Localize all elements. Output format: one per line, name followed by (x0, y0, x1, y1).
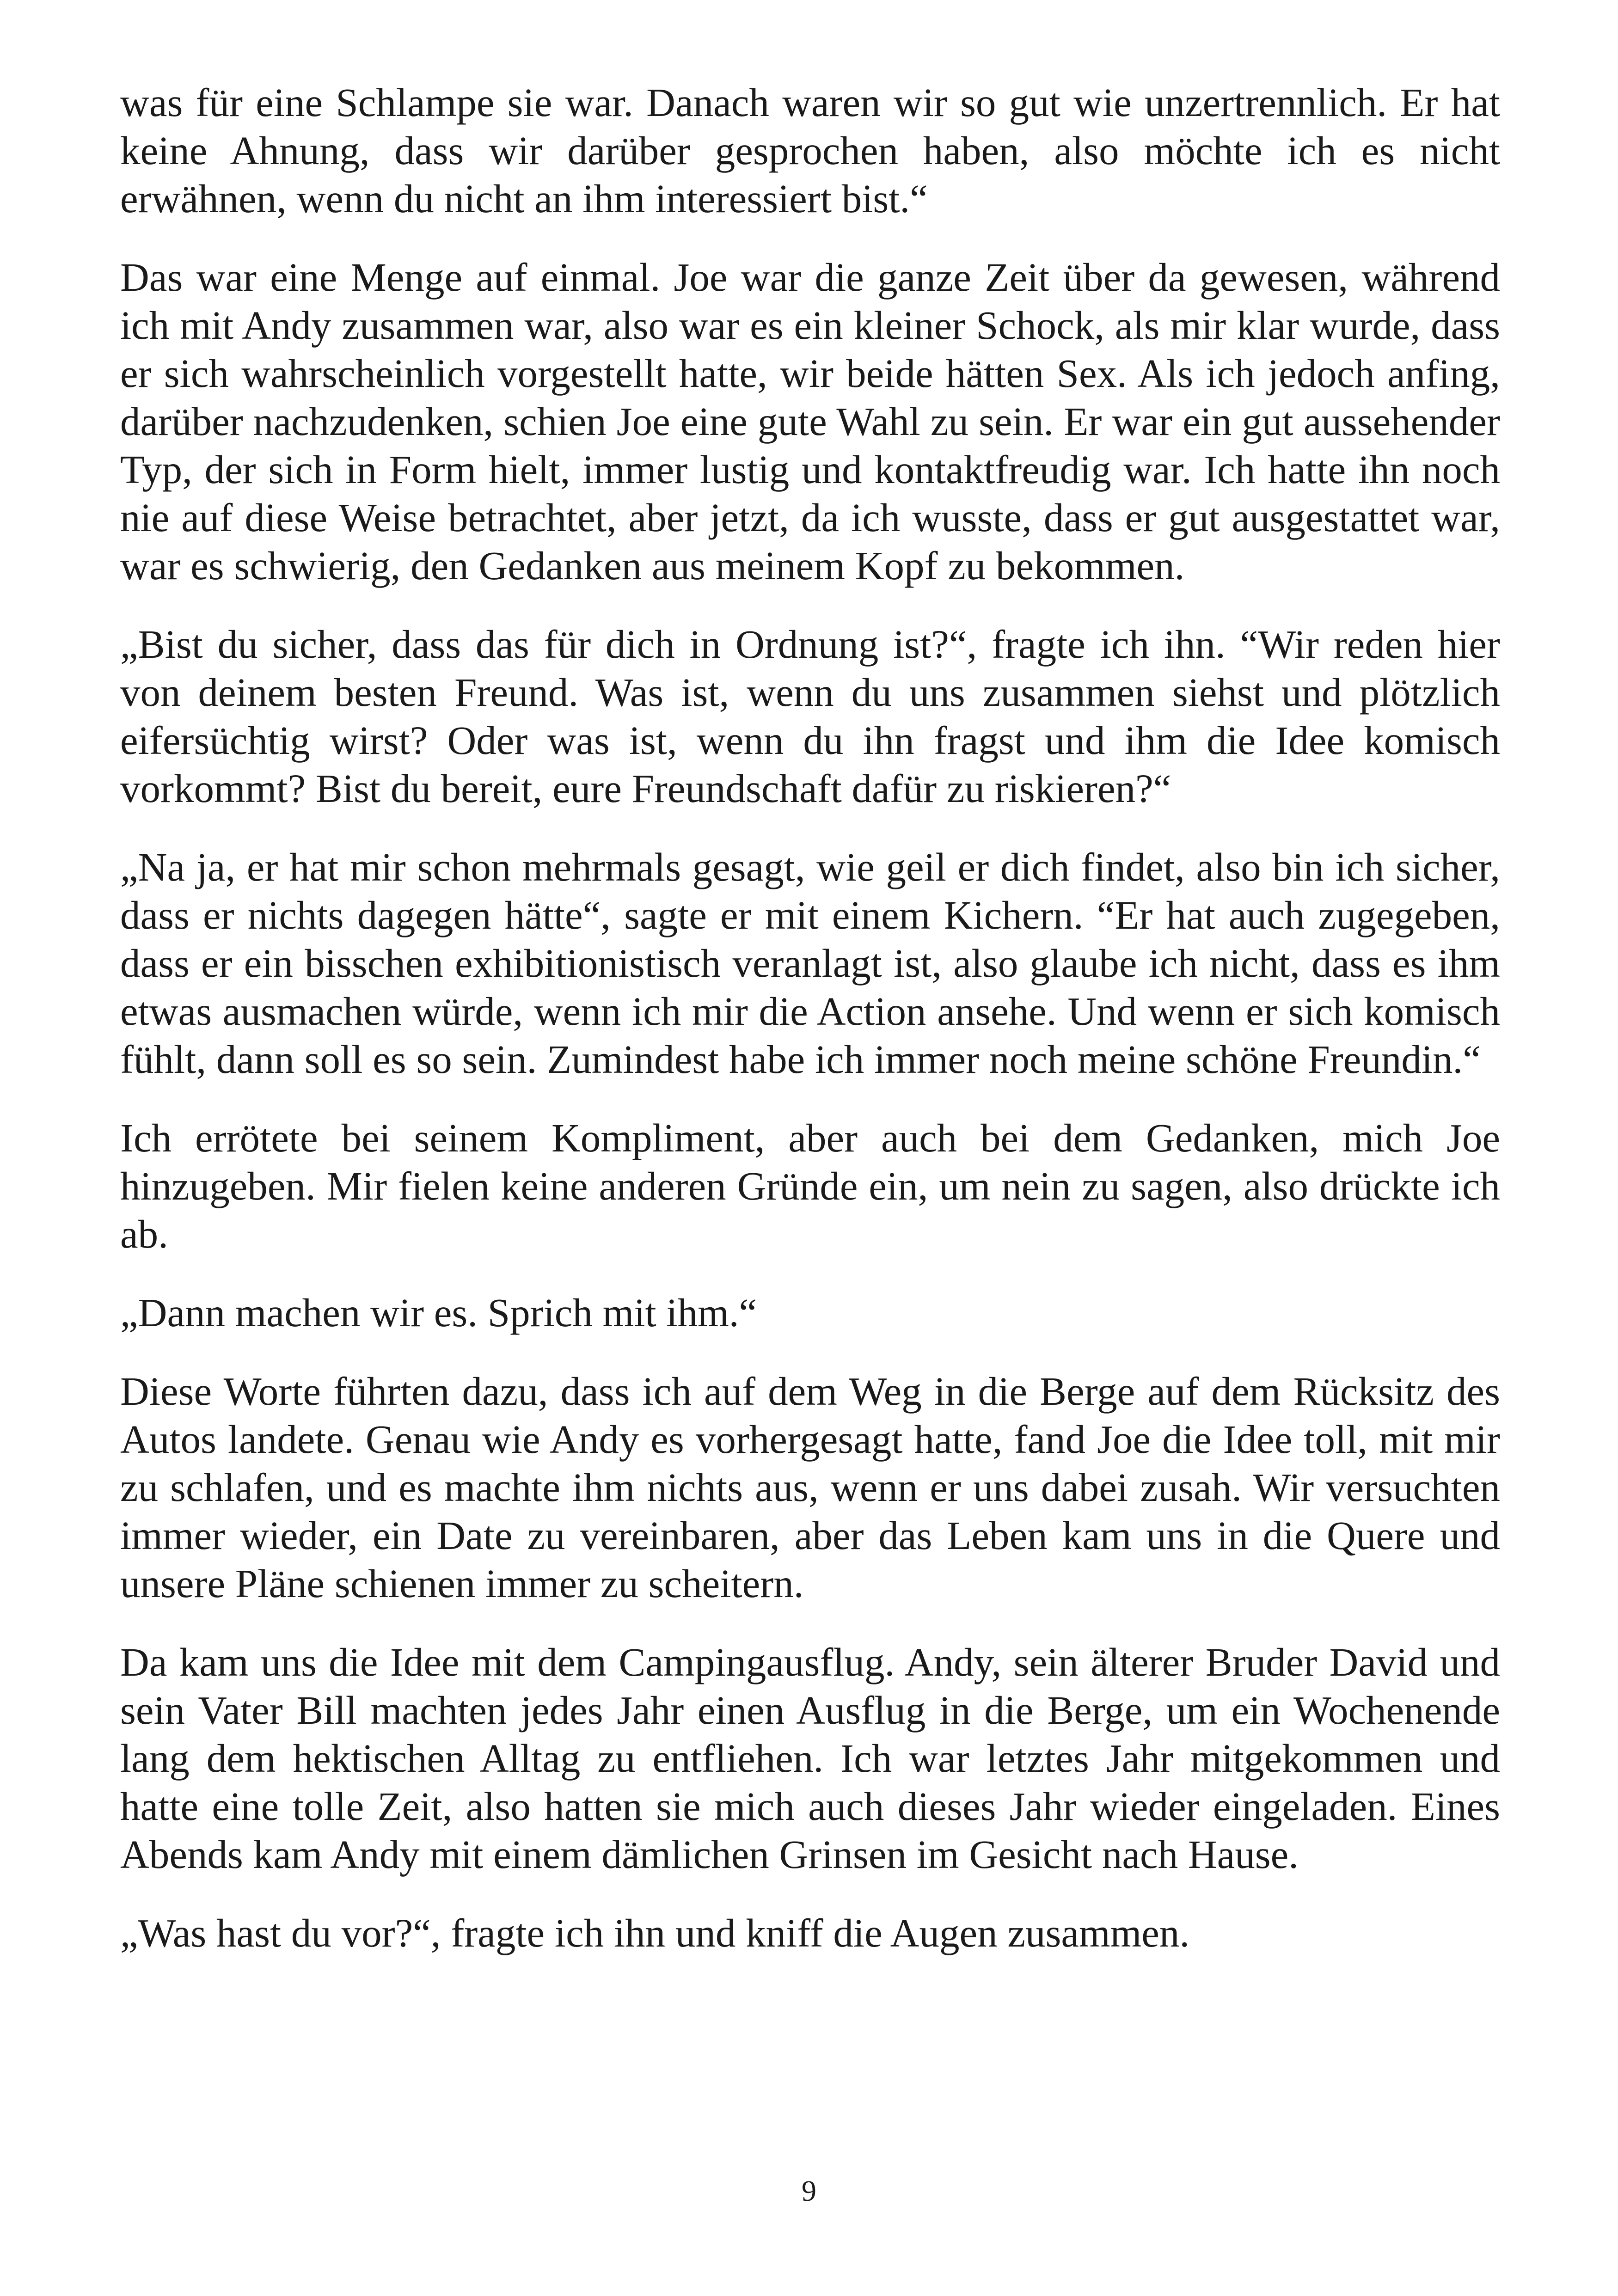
page-number: 9 (802, 2174, 816, 2207)
paragraph: „Was hast du vor?“, fragte ich ihn und kniff die Augen zusammen. (120, 1910, 1190, 1955)
paragraph: Das war eine Menge auf einmal. Joe war die ganze Zeit über da gewesen, während ich mit Andy zusammen war, also war es ein kleiner Schock, als mir klar wurde, dass er sich wahrscheinlich vorgestellt hatte, wir beide hätten Sex. Als ich jedoch anfing, darüber nachzudenken, schien Joe eine gute Wahl zu sein. Er war ein gut aussehender Typ, der sich in Form hielt, immer lustig und kontaktfreudig war. Ich hatte ihn noch nie auf diese Weise betrachtet, aber jetzt, da ich wusste, dass er gut ausgestattet war, war es schwierig, den Gedanken aus meinem Kopf zu bekommen. (120, 255, 1500, 588)
paragraph: Da kam uns die Idee mit dem Campingausflug. Andy, sein älterer Bruder David und sein Vater Bill machten jedes Jahr einen Ausflug in die Berge, um ein Wochenende lang dem hektischen Alltag zu entfliehen. Ich war letztes Jahr mitgekommen und hatte eine tolle Zeit, also hatten sie mich auch dieses Jahr wieder eingeladen. Eines Abends kam Andy mit einem dämlichen Grinsen im Gesicht nach Hause. (120, 1640, 1500, 1877)
paragraph: was für eine Schlampe sie war. Danach waren wir so gut wie unzertrennlich. Er hat keine Ahnung, dass wir darüber gesprochen haben, also möchte ich es nicht erwähnen, wenn du nicht an ihm interessiert bist.“ (120, 80, 1500, 221)
paragraph: Diese Worte führten dazu, dass ich auf dem Weg in die Berge auf dem Rücksitz des Autos landete. Genau wie Andy es vorhergesagt hatte, fand Joe die Idee toll, mit mir zu schlafen, und es machte ihm nichts aus, wenn er uns dabei zusah. Wir versuchten immer wieder, ein Date zu vereinbaren, aber das Leben kam uns in die Quere und unsere Pläne schienen immer zu scheitern. (120, 1369, 1500, 1606)
paragraph: „Na ja, er hat mir schon mehrmals gesagt, wie geil er dich findet, also bin ich sicher, dass er nichts dagegen hätte“, sagte er mit einem Kichern. “Er hat auch zugegeben, dass er ein bisschen exhibitionistisch veranlagt ist, also glaube ich nicht, dass es ihm etwas ausmachen würde, wenn ich mir die Action ansehe. Und wenn er sich komisch fühlt, dann soll es so sein. Zumindest habe ich immer noch meine schöne Freundin.“ (120, 845, 1500, 1082)
paragraph: „Dann machen wir es. Sprich mit ihm.“ (120, 1290, 757, 1335)
paragraph: Ich errötete bei seinem Kompliment, aber auch bei dem Gedanken, mich Joe hinzugeben. Mir fielen keine anderen Gründe ein, um nein zu sagen, also drückte ich ab. (120, 1115, 1500, 1256)
paragraph: „Bist du sicher, dass das für dich in Ordnung ist?“, fragte ich ihn. “Wir reden hier von deinem besten Freund. Was ist, wenn du uns zusammen siehst und plötzlich eifersüchtig wirst? Oder was ist, wenn du ihn fragst und ihm die Idee komisch vorkommt? Bist du bereit, eure Freundschaft dafür zu riskieren?“ (120, 622, 1500, 811)
page-body (120, 79, 1500, 1988)
